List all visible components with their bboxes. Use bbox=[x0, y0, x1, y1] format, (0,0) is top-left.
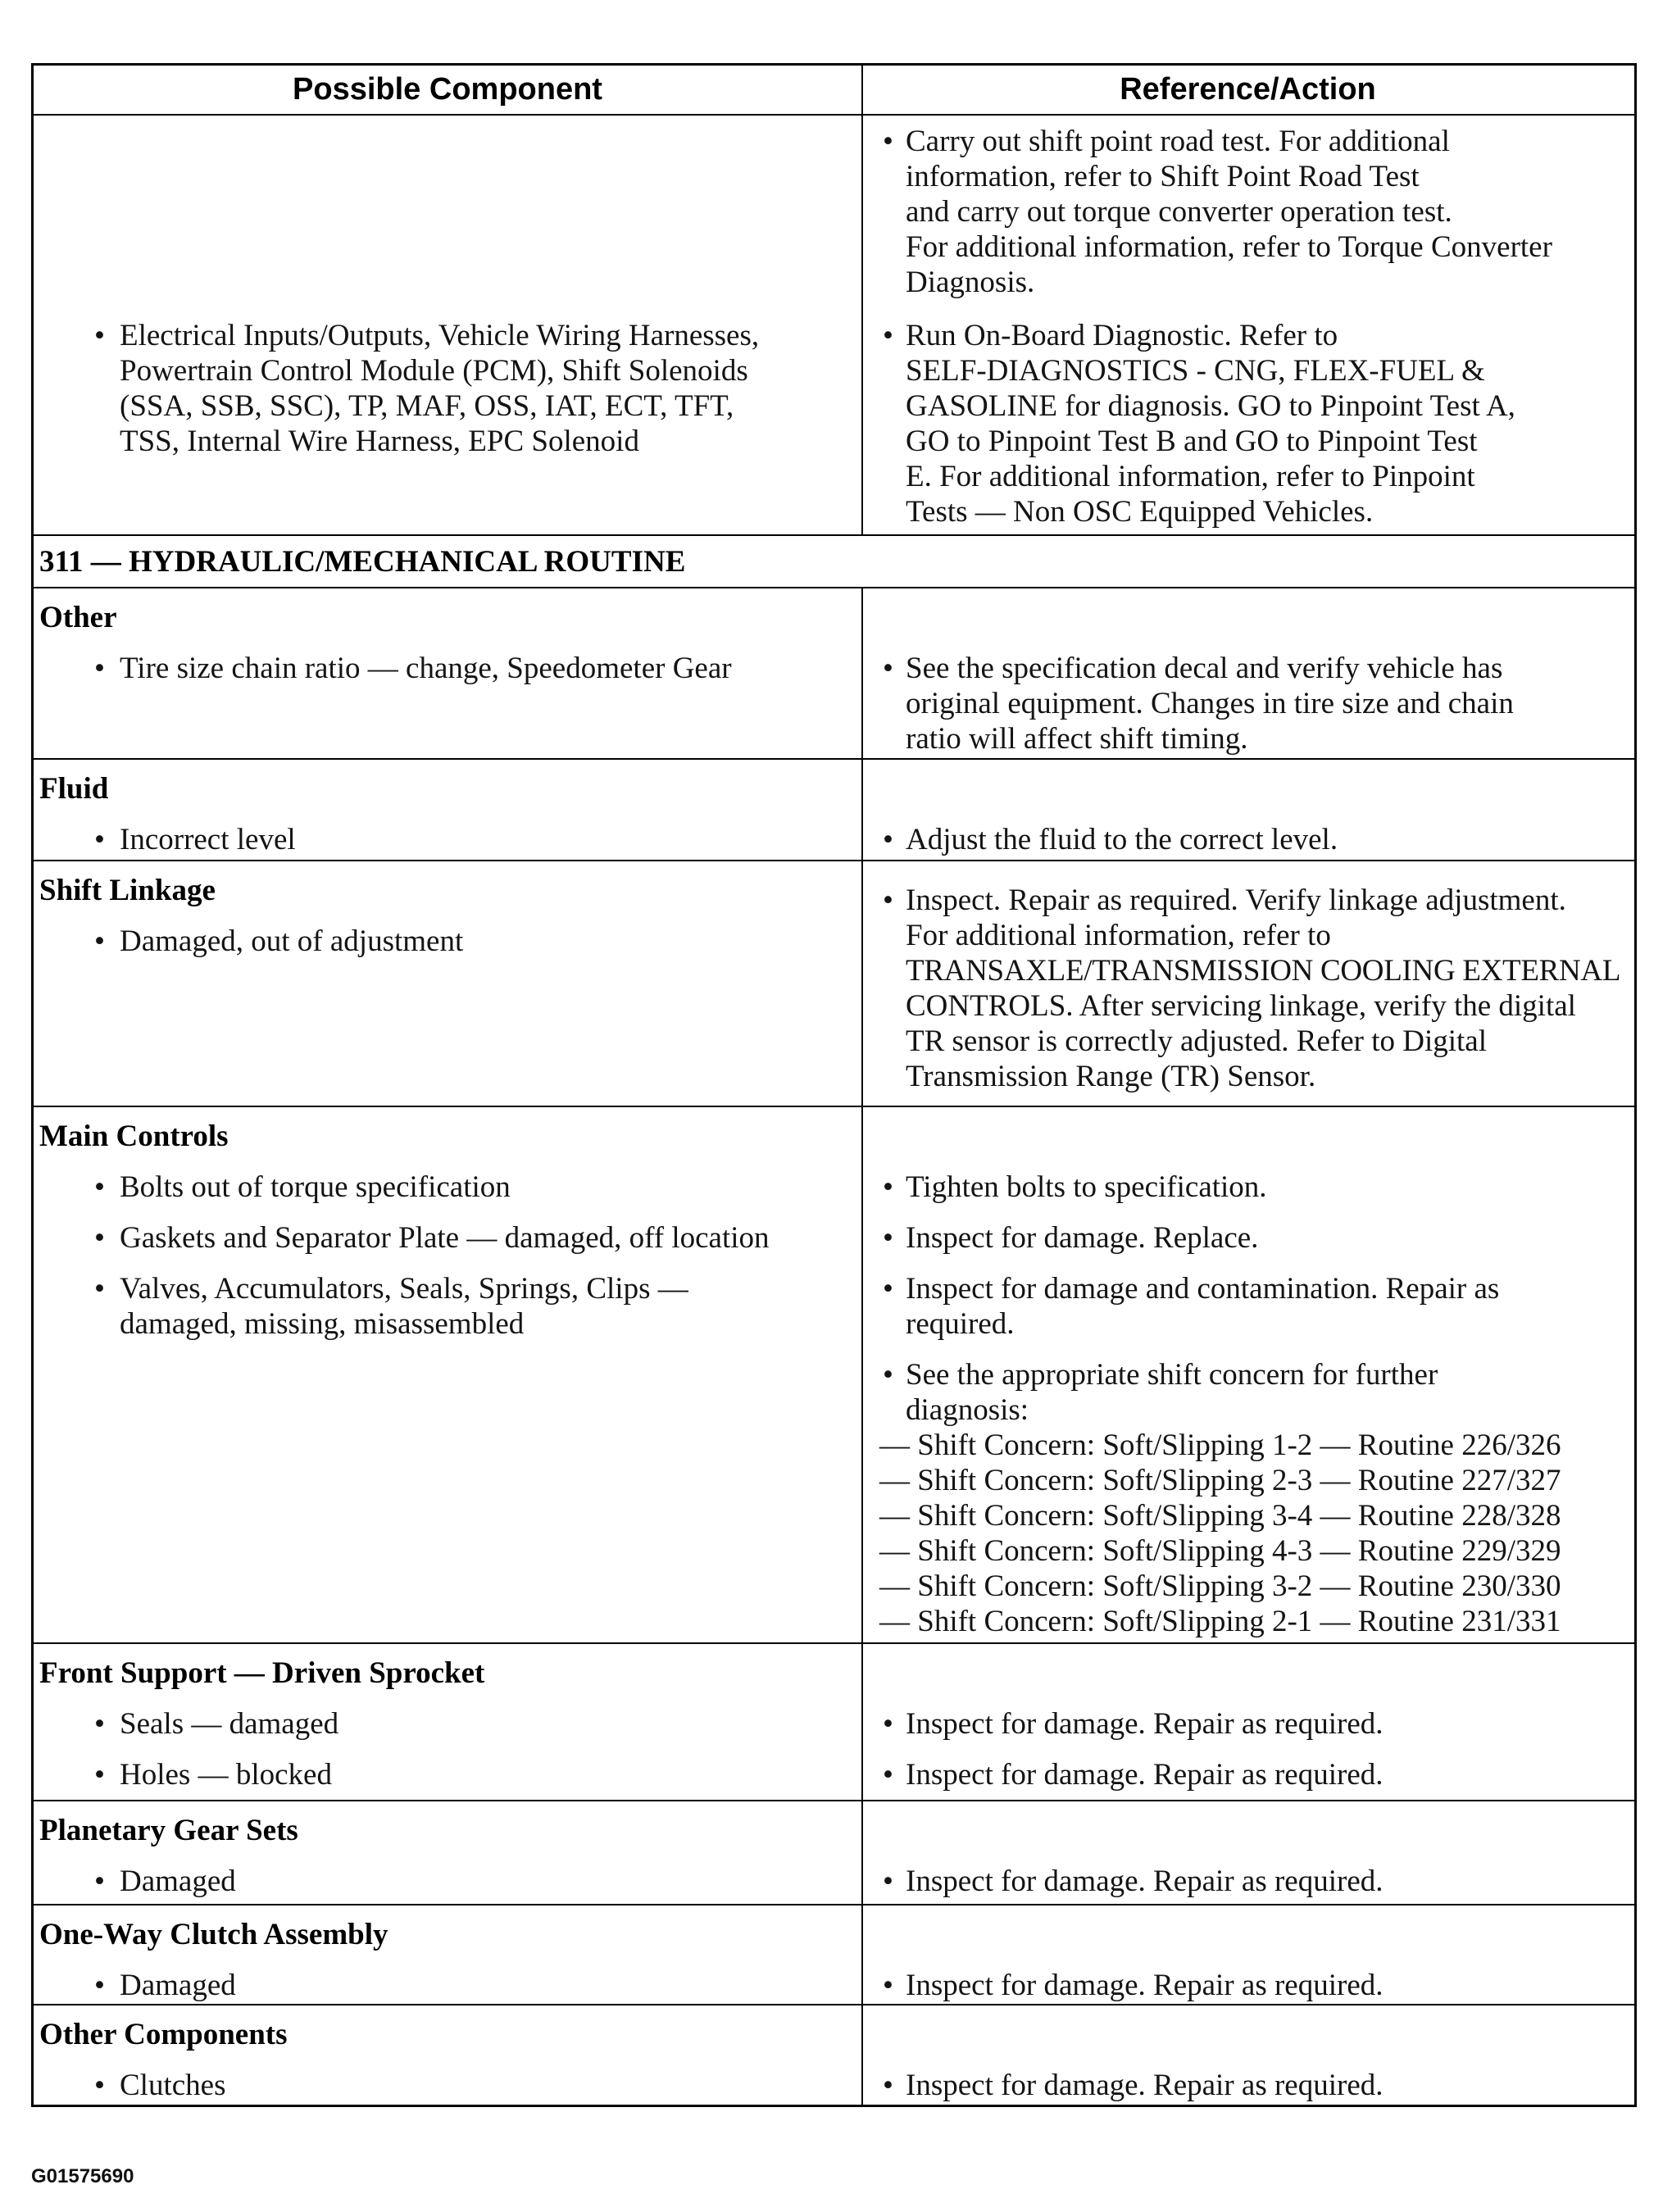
bullet-icon bbox=[883, 651, 893, 686]
action-item bbox=[861, 651, 1634, 756]
bullet-icon bbox=[883, 1864, 893, 1899]
column-header-action: Reference/Action bbox=[1120, 72, 1376, 107]
component-item bbox=[34, 924, 861, 959]
text-line: Tire size chain ratio — change, Speedometer Gear bbox=[120, 652, 732, 685]
group-title: Shift Linkage bbox=[39, 874, 216, 907]
shift-concern-line: — Shift Concern: Soft/Slipping 3-4 — Routine 228/328 bbox=[879, 1499, 1561, 1533]
bullet-icon bbox=[94, 1170, 105, 1205]
text-line: See the appropriate shift concern for further bbox=[906, 1358, 1438, 1392]
figure-id: G01575690 bbox=[31, 2165, 134, 2187]
bullet-icon bbox=[883, 883, 893, 918]
text-line: Diagnosis. bbox=[906, 266, 1035, 299]
group-title: Other Components bbox=[39, 2018, 288, 2051]
shift-concern-line: — Shift Concern: Soft/Slipping 3-2 — Routine 230/330 bbox=[879, 1569, 1561, 1603]
bullet-icon bbox=[883, 1220, 893, 1256]
text-line: original equipment. Changes in tire size and chain bbox=[906, 687, 1514, 720]
group-title: Main Controls bbox=[39, 1120, 229, 1153]
component-item bbox=[34, 1757, 861, 1792]
group-row-other-components bbox=[34, 2005, 1634, 2105]
action-item bbox=[861, 2068, 1634, 2103]
text-line: Bolts out of torque specification bbox=[120, 1170, 511, 1204]
text-line: Damaged bbox=[120, 1969, 236, 2002]
bullet-icon bbox=[883, 1968, 893, 2003]
bullet-icon bbox=[883, 2068, 893, 2103]
text-line: Tests — Non OSC Equipped Vehicles. bbox=[906, 495, 1374, 529]
shift-concern-line: — Shift Concern: Soft/Slipping 4-3 — Routine 229/329 bbox=[879, 1534, 1561, 1568]
shift-concern-list bbox=[861, 1428, 1634, 1639]
action-item bbox=[861, 1271, 1634, 1342]
action-item bbox=[861, 1706, 1634, 1742]
text-line: Inspect for damage and contamination. Repair as bbox=[906, 1272, 1500, 1306]
group-row-one-way-clutch bbox=[34, 1905, 1634, 2005]
shift-concern-line: — Shift Concern: Soft/Slipping 2-1 — Routine 231/331 bbox=[879, 1605, 1561, 1638]
text-line: Clutches bbox=[120, 2069, 226, 2102]
text-line: information, refer to Shift Point Road Test bbox=[906, 160, 1420, 193]
table-row-electrical bbox=[34, 116, 1634, 536]
bullet-icon bbox=[94, 651, 105, 686]
group-row-main-controls bbox=[34, 1107, 1634, 1644]
text-line: Inspect for damage. Repair as required. bbox=[906, 1707, 1383, 1741]
troubleshooting-table bbox=[31, 63, 1637, 2107]
text-line: Inspect. Repair as required. Verify linkage adjustment. bbox=[906, 883, 1566, 917]
bullet-icon bbox=[94, 1706, 105, 1742]
action-item bbox=[861, 1220, 1634, 1256]
text-line: Inspect for damage. Repair as required. bbox=[906, 2069, 1383, 2102]
group-row-planetary-gear-sets bbox=[34, 1801, 1634, 1905]
shift-concern-line: — Shift Concern: Soft/Slipping 2-3 — Routine 227/327 bbox=[879, 1464, 1561, 1497]
text-line: See the specification decal and verify vehicle has bbox=[906, 652, 1503, 685]
text-line: damaged, missing, misassembled bbox=[120, 1307, 525, 1341]
text-line: For additional information, refer to Torque Converter bbox=[906, 230, 1552, 264]
text-line: Adjust the fluid to the correct level. bbox=[906, 823, 1338, 856]
bullet-icon bbox=[883, 1706, 893, 1742]
group-row-other bbox=[34, 588, 1634, 760]
text-line: required. bbox=[906, 1307, 1015, 1341]
text-line: (SSA, SSB, SSC), TP, MAF, OSS, IAT, ECT, TFT, bbox=[120, 389, 734, 423]
bullet-icon bbox=[883, 1271, 893, 1306]
text-line: SELF-DIAGNOSTICS - CNG, FLEX-FUEL & bbox=[906, 354, 1485, 388]
group-row-shift-linkage bbox=[34, 861, 1634, 1107]
text-line: Incorrect level bbox=[120, 823, 296, 856]
bullet-icon bbox=[883, 318, 893, 353]
component-item bbox=[34, 1220, 861, 1256]
text-line: TRANSAXLE/TRANSMISSION COOLING EXTERNAL bbox=[906, 954, 1621, 988]
action-item bbox=[861, 1357, 1634, 1428]
action-item bbox=[861, 318, 1634, 529]
text-line: Inspect for damage. Repair as required. bbox=[906, 1758, 1383, 1792]
section-title: 311 — HYDRAULIC/MECHANICAL ROUTINE bbox=[34, 536, 1634, 588]
bullet-icon bbox=[883, 124, 893, 159]
action-item bbox=[861, 124, 1634, 300]
text-line: GASOLINE for diagnosis. GO to Pinpoint Test A, bbox=[906, 389, 1515, 423]
table-header bbox=[34, 66, 1634, 116]
component-item bbox=[34, 1271, 861, 1342]
action-item bbox=[861, 1968, 1634, 2003]
text-line: TSS, Internal Wire Harness, EPC Solenoid bbox=[120, 425, 639, 458]
text-line: Inspect for damage. Replace. bbox=[906, 1221, 1259, 1255]
component-item bbox=[34, 651, 861, 686]
bullet-icon bbox=[94, 822, 105, 857]
text-line: Damaged, out of adjustment bbox=[120, 924, 464, 958]
text-line: Carry out shift point road test. For additional bbox=[906, 125, 1450, 158]
text-line: Inspect for damage. Repair as required. bbox=[906, 1969, 1383, 2002]
text-line: TR sensor is correctly adjusted. Refer to Digital bbox=[906, 1024, 1487, 1058]
group-title: Planetary Gear Sets bbox=[39, 1814, 298, 1847]
text-line: For additional information, refer to bbox=[906, 919, 1331, 952]
bullet-icon bbox=[94, 1271, 105, 1306]
group-title: Other bbox=[39, 601, 117, 634]
text-line: Transmission Range (TR) Sensor. bbox=[906, 1060, 1316, 1093]
bullet-icon bbox=[883, 1757, 893, 1792]
component-item bbox=[34, 822, 861, 857]
group-row-fluid bbox=[34, 760, 1634, 861]
text-line: diagnosis: bbox=[906, 1393, 1029, 1427]
action-block bbox=[861, 1357, 1634, 1639]
action-item bbox=[861, 1757, 1634, 1792]
text-line: Inspect for damage. Repair as required. bbox=[906, 1865, 1383, 1898]
text-line: ratio will affect shift timing. bbox=[906, 722, 1248, 756]
group-title: One-Way Clutch Assembly bbox=[39, 1918, 388, 1951]
bullet-icon bbox=[94, 1757, 105, 1792]
text-line: Tighten bolts to specification. bbox=[906, 1170, 1267, 1204]
text-line: Gaskets and Separator Plate — damaged, off location bbox=[120, 1221, 770, 1255]
text-line: Powertrain Control Module (PCM), Shift Solenoids bbox=[120, 354, 748, 388]
action-item bbox=[861, 822, 1634, 857]
component-item bbox=[34, 1864, 861, 1899]
action-item bbox=[861, 883, 1634, 1094]
bullet-icon bbox=[94, 924, 105, 959]
bullet-icon bbox=[94, 1220, 105, 1256]
component-item bbox=[34, 1170, 861, 1205]
text-line: E. For additional information, refer to Pinpoint bbox=[906, 460, 1475, 493]
text-line: Electrical Inputs/Outputs, Vehicle Wiring Harnesses, bbox=[120, 319, 760, 352]
bullet-icon bbox=[883, 1170, 893, 1205]
component-item bbox=[34, 318, 861, 459]
text-line: CONTROLS. After servicing linkage, verify the digital bbox=[906, 989, 1576, 1023]
text-line: and carry out torque converter operation test. bbox=[906, 195, 1452, 229]
component-item bbox=[34, 1706, 861, 1742]
group-title: Fluid bbox=[39, 772, 109, 806]
text-line: Seals — damaged bbox=[120, 1707, 339, 1741]
column-header-component: Possible Component bbox=[293, 72, 602, 107]
group-title: Front Support — Driven Sprocket bbox=[39, 1656, 485, 1690]
text-line: Damaged bbox=[120, 1865, 236, 1898]
bullet-icon bbox=[94, 1864, 105, 1899]
bullet-icon bbox=[94, 2068, 105, 2103]
group-row-front-support bbox=[34, 1644, 1634, 1801]
bullet-icon bbox=[883, 822, 893, 857]
text-line: Valves, Accumulators, Seals, Springs, Clips — bbox=[120, 1272, 688, 1306]
text-line: GO to Pinpoint Test B and GO to Pinpoint Test bbox=[906, 425, 1478, 458]
bullet-icon bbox=[94, 1968, 105, 2003]
text-line: Run On-Board Diagnostic. Refer to bbox=[906, 319, 1338, 352]
action-item bbox=[861, 1170, 1634, 1205]
bullet-icon bbox=[883, 1357, 893, 1392]
component-item bbox=[34, 2068, 861, 2103]
shift-concern-line: — Shift Concern: Soft/Slipping 1-2 — Routine 226/326 bbox=[879, 1428, 1561, 1462]
bullet-icon bbox=[94, 318, 105, 353]
component-item bbox=[34, 1968, 861, 2003]
text-line: Holes — blocked bbox=[120, 1758, 332, 1792]
action-item bbox=[861, 1864, 1634, 1899]
